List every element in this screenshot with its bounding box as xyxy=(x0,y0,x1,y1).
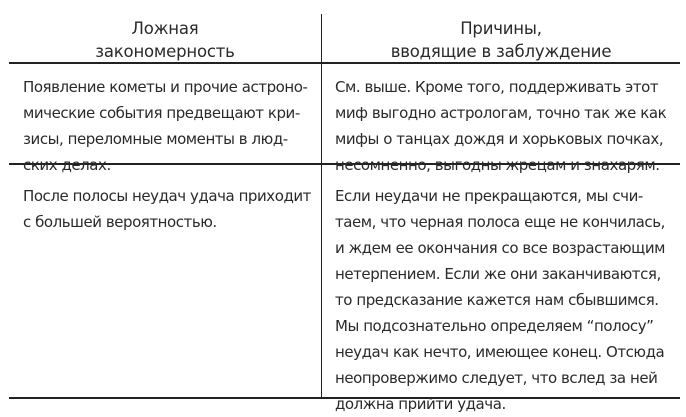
table-cell-fallacy xyxy=(23,74,307,178)
table-cell-reasons xyxy=(335,74,666,178)
text-line: См. выше. Кроме того, поддерживать этот xyxy=(335,78,659,96)
text-line: нетерпением. Если же они заканчиваются, xyxy=(335,265,661,283)
text-line: и ждем ее окончания со все возрастающим xyxy=(335,239,665,257)
table-cell-reasons xyxy=(335,183,665,417)
column-header-reasons xyxy=(322,17,680,63)
text-line: мифы о танцах дождя и хорьковых почках, xyxy=(335,130,664,148)
header-line: вводящие в заблуждение xyxy=(390,42,612,61)
text-line: должна прийти удача. xyxy=(335,395,506,413)
text-line: мические события предвещают кри- xyxy=(23,104,300,122)
header-line: Причины, xyxy=(460,19,542,38)
text-line: Появление кометы и прочие астроно- xyxy=(23,78,308,96)
header-line: закономерность xyxy=(95,42,235,61)
text-line: неопровержимо следует, что вслед за ней xyxy=(335,369,658,387)
header-line: Ложная xyxy=(131,19,199,38)
text-line: После полосы неудач удача приходит xyxy=(23,187,311,205)
text-line: несомненно, выгодны жрецам и знахарям. xyxy=(335,156,660,174)
table-cell-fallacy xyxy=(23,183,311,235)
text-line: ских делах. xyxy=(23,156,111,174)
text-line: зисы, переломные моменты в люд- xyxy=(23,130,288,148)
column-divider xyxy=(321,14,322,399)
text-line: неудач как нечто, имеющее конец. Отсюда xyxy=(335,343,665,361)
text-line: то предсказание кажется нам сбывшимся. xyxy=(335,291,659,309)
text-line: с большей вероятностью. xyxy=(23,213,217,231)
text-line: Мы подсознательно определяем “полосу” xyxy=(335,317,654,335)
column-header-fallacy xyxy=(9,17,321,63)
text-line: Если неудачи не прекращаются, мы счи- xyxy=(335,187,643,205)
text-line: таем, что черная полоса еще не кончилась, xyxy=(335,213,665,231)
text-line: миф выгодно астрологам, точно так же как xyxy=(335,104,667,122)
